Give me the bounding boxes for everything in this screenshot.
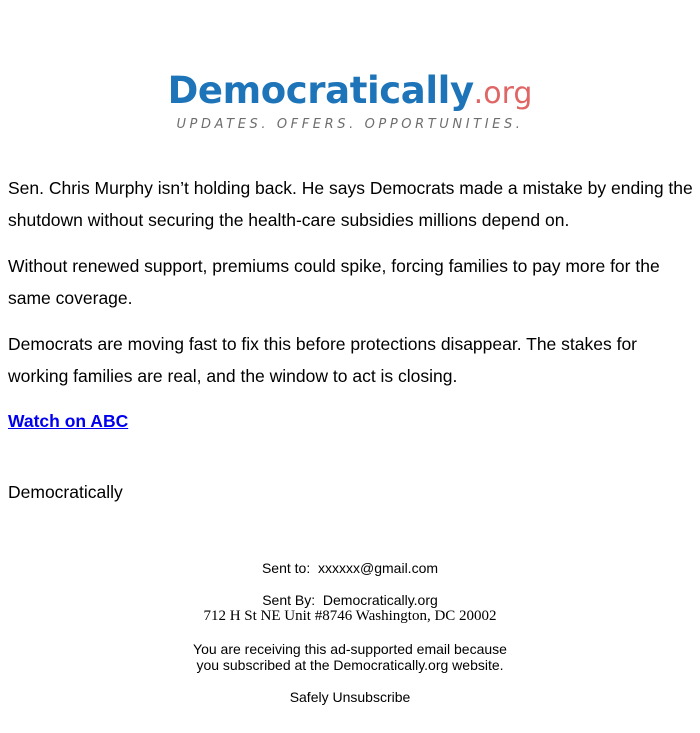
notice-line-1: You are receiving this ad-supported email because [193,641,507,657]
sent-to-label: Sent to: [261,560,311,576]
email-footer [0,560,700,705]
brand-tagline: UPDATES. OFFERS. OPPORTUNITIES. [176,117,524,132]
mailing-address: 712 H St NE Unit #8746 Washington, DC 20002 [203,608,497,624]
sign-off: Democratically [8,482,123,502]
notice-line-2: you subscribed at the Democratically.org website. [196,657,504,673]
logo-tld: .org [473,76,533,111]
watch-on-abc-link[interactable]: Watch on ABC [8,411,129,431]
email-body [8,172,694,436]
sent-by-label: Sent By: [262,592,316,608]
sent-by-line [0,592,700,608]
sent-by-name: Democratically.org [322,592,438,608]
logo-name: Democratically [167,69,474,112]
body-paragraph-2: Without renewed support, premiums could spike, forcing families to pay more for the same coverage. [8,256,660,308]
sent-to-email: xxxxxx@gmail.com [318,560,439,576]
sent-to-line [0,560,700,576]
unsubscribe-link[interactable]: Safely Unsubscribe [289,689,411,705]
brand-logo[interactable] [168,68,533,117]
email-header [0,68,700,133]
body-paragraph-3: Democrats are moving fast to fix this before protections disappear. The stakes for working families are real, and the window to act is closing. [8,334,638,386]
body-paragraph-1: Sen. Chris Murphy isn’t holding back. He says Democrats made a mistake by ending the shutdown without securing the health-care subsidies millions depend on. [8,178,693,230]
